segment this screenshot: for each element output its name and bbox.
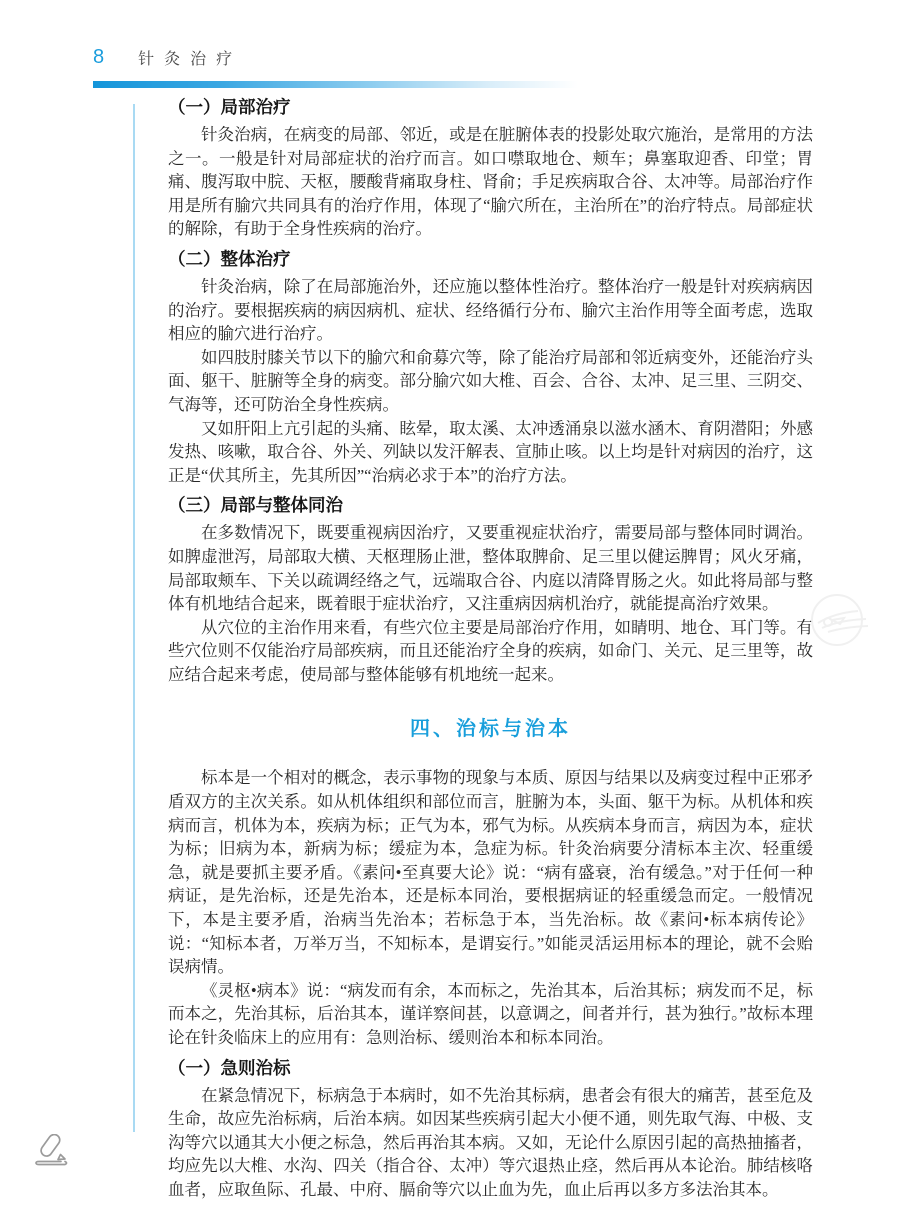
header-gradient-bar (93, 81, 598, 88)
body-paragraph: 在多数情况下，既要重视病因治疗，又要重视症状治疗，需要局部与整体同时调治。如脾虚泄泻，局部取大横、天枢理肠止泄，整体取脾俞、足三里以健运脾胃；风火牙痛，局部取颊车、下关以疏调经络之气，远端取合谷、内庭以清降胃肠之火。如此将局部与整体有机地结合起来，既着眼于症状治疗，又注重病因病机治疗，就能提高治疗效果。 (168, 523, 813, 614)
running-header (93, 46, 813, 76)
page-number: 8 (93, 46, 105, 68)
section-title-biao-ben: 四、治标与治本 (410, 718, 571, 741)
left-margin-rule (133, 104, 135, 1132)
book-title: 针灸治疗 (138, 51, 243, 68)
pen-writing-icon (28, 1134, 80, 1180)
subsection-title-holistic-treatment: （二）整体治疗 (168, 248, 291, 269)
body-paragraph: 在紧急情况下，标病急于本病时，如不先治其标病，患者会有很大的痛苦，甚至危及生命，故应先治标病，后治本病。如因某些疾病引起大小便不通，则先取气海、中极、支沟等穴以通其大小便之标急，然后再治其本病。又如，无论什么原因引起的高热抽搐者，均应先以大椎、水沟、四关（指合谷、太冲）等穴退热止痉，然后再从本论治。肺结核咯血者，应取鱼际、孔最、中府、膈俞等穴以止血为先，血止后再以多方多法治其本。 (168, 1085, 813, 1199)
body-paragraph: 如四肢肘膝关节以下的腧穴和俞募穴等，除了能治疗局部和邻近病变外，还能治疗头面、躯干、脏腑等全身的病变。部分腧穴如大椎、百会、合谷、太冲、足三里、三阴交、气海等，还可防治全身性疾病。 (168, 347, 813, 414)
body-paragraph: 从穴位的主治作用来看，有些穴位主要是局部治疗作用，如睛明、地仓、耳门等。有些穴位则不仅能治疗局部疾病，而且还能治疗全身的疾病，如命门、关元、足三里等，故应结合起来考虑，使局部与整体能够有机地统一起来。 (168, 617, 813, 684)
subsection-title-urgent-treat-symptom: （一）急则治标 (168, 1057, 291, 1078)
publisher-logo-watermark (808, 590, 870, 652)
body-paragraph: 又如肝阳上亢引起的头痛、眩晕，取太溪、太冲透涌泉以滋水涵木、育阴潜阳；外感发热、咳嗽，取合谷、外关、列缺以发汗解表、宣肺止咳。以上均是针对病因的治疗，这正是“伏其所主，先其所因”“治病必求于本”的治疗方法。 (168, 418, 813, 485)
body-paragraph: 针灸治病，除了在局部施治外，还应施以整体性治疗。整体治疗一般是针对疾病病因的治疗。要根据疾病的病因病机、症状、经络循行分布、腧穴主治作用等全面考虑，选取相应的腧穴进行治疗。 (168, 276, 813, 344)
subsection-title-local-treatment: （一）局部治疗 (168, 97, 291, 117)
body-paragraph: 标本是一个相对的概念，表示事物的现象与本质、原因与结果以及病变过程中正邪矛盾双方的主次关系。如从机体组织和部位而言，脏腑为本，头面、躯干为标。从机体和疾病而言，机体为本，疾病为标；正气为本，邪气为标。从疾病本身而言，病因为本，症状为标；旧病为本，新病为标；缓症为本，急症为标。针灸治病要分清标本主次、轻重缓急，就是要抓主要矛盾。《素问•至真要大论》说：“病有盛衰，治有缓急。”对于任何一种病证，是先治标，还是先治本，还是标本同治，要根据病证的轻重缓急而定。一般情况下，本是主要矛盾，治病当先治本；若标急于本，当先治标。故《素问•标本病传论》说：“知标本者，万举万当，不知标本，是谓妄行。”如能灵活运用标本的理论，就不会贻误病情。 (168, 768, 813, 977)
page-content (168, 95, 813, 1202)
body-paragraph: 《灵枢•病本》说：“病发而有余，本而标之，先治其本，后治其标；病发而不足，标而本之，先治其标，后治其本，谨详察间甚，以意调之，间者并行，甚为独行。”故标本理论在针灸临床上的应用有：急则治标、缓则治本和标本同治。 (168, 980, 813, 1047)
subsection-title-local-and-holistic: （三）局部与整体同治 (168, 495, 343, 516)
body-paragraph: 针灸治病，在病变的局部、邻近，或是在脏腑体表的投影处取穴施治，是常用的方法之一。一般是针对局部症状的治疗而言。如口噤取地仓、颊车；鼻塞取迎香、印堂；胃痛、腹泻取中脘、天枢，腰酸背痛取身柱、肾俞；手足疾病取合谷、太冲等。局部治疗作用是所有腧穴共同具有的治疗作用，体现了“腧穴所在，主治所在”的治疗特点。局部症状的解除，有助于全身性疾病的治疗。 (168, 125, 813, 239)
